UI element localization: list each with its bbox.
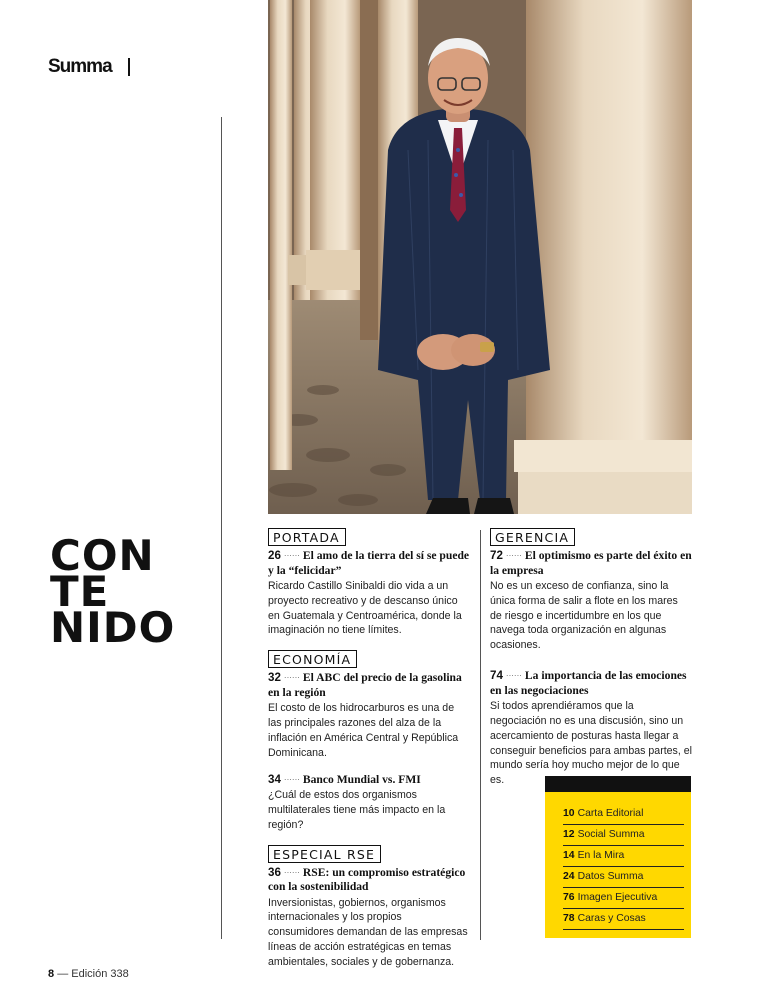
article-page-number: 26 — [268, 549, 281, 562]
article-entry[interactable] — [490, 669, 692, 788]
article-title[interactable] — [268, 671, 470, 700]
cover-photo-man-in-suit-icon — [268, 0, 692, 514]
quick-index-item[interactable] — [563, 890, 684, 909]
section-tag: PORTADA — [268, 528, 346, 546]
article-title[interactable] — [268, 866, 470, 895]
quick-index-list — [563, 806, 684, 932]
article-entry[interactable] — [268, 549, 470, 638]
quick-index-label: Social Summa — [577, 829, 645, 840]
quick-index-page: 24 — [563, 871, 575, 882]
quick-index-header-bar — [545, 776, 691, 792]
brand-logo: Summa — [48, 56, 112, 77]
quick-index-label: Imagen Ejecutiva — [577, 892, 658, 903]
cover-photo — [268, 0, 692, 514]
quick-index-page: 12 — [563, 829, 575, 840]
article-headline: RSE: un compromiso estratégico con la sostenibilidad — [268, 865, 466, 894]
quick-index-item[interactable] — [563, 848, 684, 867]
leader-dots: ······ — [505, 671, 522, 681]
leader-dots: ······ — [505, 551, 522, 561]
section-tag: ECONOMÍA — [268, 650, 357, 668]
quick-index-page: 78 — [563, 913, 575, 924]
quick-index-item[interactable] — [563, 869, 684, 888]
section-especial-rse — [268, 845, 470, 970]
folio-separator: — — [57, 968, 69, 980]
quick-index-item[interactable] — [563, 827, 684, 846]
article-headline: La importancia de las emociones en las negociaciones — [490, 669, 687, 697]
contents-heading-line: CON — [50, 531, 155, 580]
quick-index-box — [545, 776, 691, 938]
article-description: No es un exceso de confianza, sino la única forma de salir a flote en los mares de riesgo e incertidumbre en los que navega toda organización en algunas ocasiones. — [490, 580, 678, 652]
article-headline: El ABC del precio de la gasolina en la región — [268, 671, 462, 699]
quick-index-label: En la Mira — [577, 850, 625, 861]
article-description: Inversionistas, gobiernos, organismos internacionales y los propios consumidores demandan de las empresas líneas de acción estratégicas en temas ambientales, sociales y de gobernanza. — [268, 896, 468, 968]
leader-dots: ······ — [283, 551, 300, 561]
contents-column-left — [268, 528, 470, 982]
article-page-number: 32 — [268, 671, 281, 685]
article-headline: Banco Mundial vs. FMI — [302, 772, 421, 786]
section-economia — [268, 650, 470, 832]
section-gerencia — [490, 528, 692, 788]
article-entry[interactable] — [268, 773, 470, 833]
article-description: Si todos aprendiéramos que la negociación no es una discusión, sino un acercamiento de posturas hasta llegar a conseguir beneficios para ambas partes, el mundo sería hoy mucho mejor de lo que es. — [490, 700, 692, 787]
article-page-number: 34 — [268, 772, 281, 786]
column-rule-middle — [480, 530, 481, 940]
section-portada — [268, 528, 470, 638]
article-page-number: 72 — [490, 549, 503, 562]
column-rule-left — [221, 117, 222, 939]
leader-dots: ······ — [283, 774, 300, 784]
article-entry[interactable] — [490, 549, 692, 653]
quick-index-item[interactable] — [563, 806, 684, 825]
quick-index-label: Carta Editorial — [577, 808, 644, 819]
leader-dots: ······ — [283, 673, 300, 683]
article-title[interactable] — [490, 549, 692, 578]
contents-column-right — [490, 528, 692, 800]
article-page-number: 74 — [490, 669, 503, 683]
article-entry[interactable] — [268, 671, 470, 760]
quick-index-item[interactable] — [563, 911, 684, 930]
leader-dots: ······ — [283, 867, 300, 877]
article-title[interactable] — [490, 669, 692, 698]
section-tag: ESPECIAL RSE — [268, 845, 381, 863]
quick-index-page: 76 — [563, 892, 575, 903]
page-folio — [48, 968, 129, 980]
quick-index-label: Caras y Cosas — [577, 913, 646, 924]
article-description: ¿Cuál de estos dos organismos multilaterales tiene más impacto en la región? — [268, 789, 446, 831]
article-title[interactable] — [268, 549, 470, 578]
page-number: 8 — [48, 968, 55, 980]
article-entry[interactable] — [268, 866, 470, 970]
contents-heading — [50, 531, 176, 652]
section-tag: GERENCIA — [490, 528, 575, 546]
article-description: El costo de los hidrocarburos es una de las principales razones del alza de la inflación en América Central y República Dominicana. — [268, 702, 459, 759]
contents-heading-line: NIDO — [50, 603, 176, 652]
article-headline: El amo de la tierra del sí se puede y la “felicidar” — [268, 549, 470, 577]
article-headline: El optimismo es parte del éxito en la empresa — [490, 549, 692, 577]
article-title[interactable] — [268, 773, 470, 788]
brand-divider — [128, 58, 130, 76]
article-description: Ricardo Castillo Sinibaldi dio vida a un proyecto recreativo y de descanso único en Guatemala y Centroamérica, donde la imaginación no tiene límites. — [268, 580, 462, 637]
quick-index-label: Datos Summa — [577, 871, 644, 882]
edition-label: Edición 338 — [71, 968, 129, 980]
quick-index-page: 14 — [563, 850, 575, 861]
contents-heading-line: TE — [50, 567, 110, 616]
article-page-number: 36 — [268, 865, 281, 879]
quick-index-page: 10 — [563, 808, 575, 819]
